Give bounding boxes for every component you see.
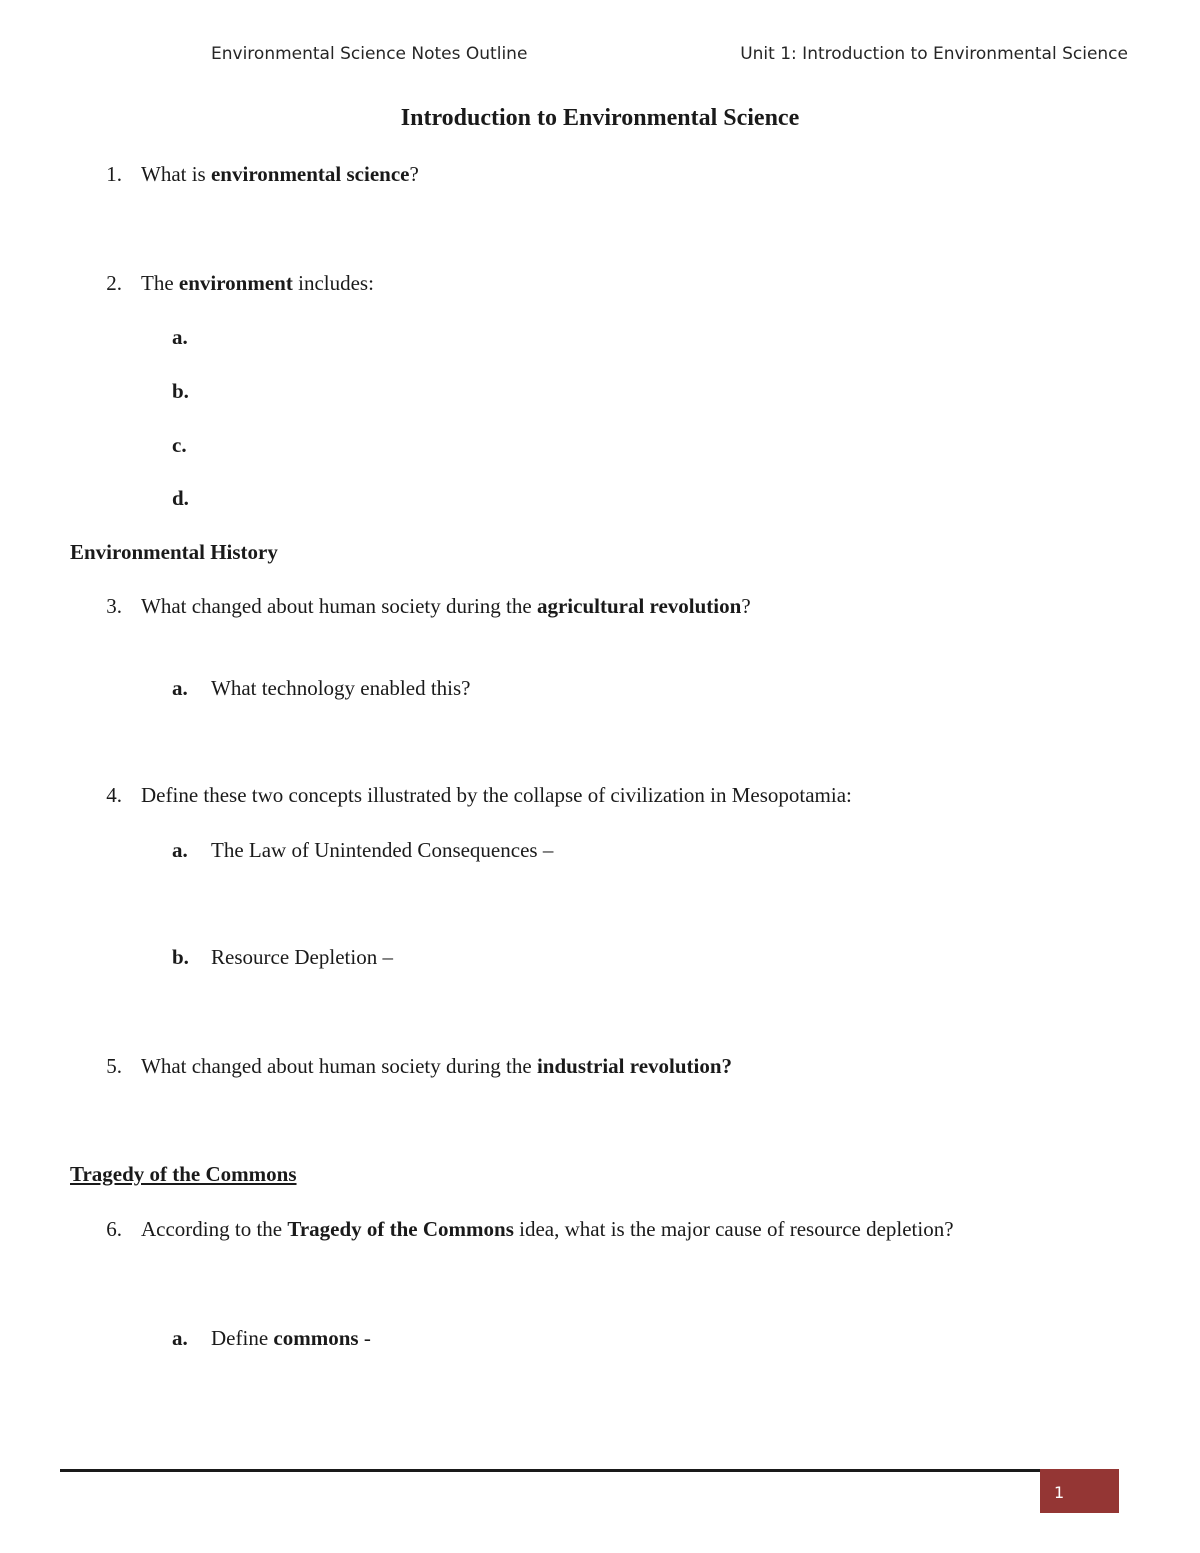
header-left: Environmental Science Notes Outline <box>211 44 528 64</box>
text-segment: ? <box>409 162 419 186</box>
item-label: a. <box>172 1326 188 1350</box>
bold-term: commons <box>273 1326 359 1350</box>
bold-term: agricultural revolution <box>536 594 742 618</box>
item-label: b. <box>172 379 189 403</box>
text-segment: idea, what is the major cause of resource depletion? <box>513 1217 954 1241</box>
bold-term: Tragedy of the Commons <box>287 1217 514 1241</box>
sub-question-text: What technology enabled this? <box>211 676 471 700</box>
item-label: d. <box>172 486 189 510</box>
section-heading-history: Environmental History <box>70 540 278 564</box>
bold-term: industrial revolution? <box>536 1054 733 1078</box>
question-number: 2. <box>106 271 122 295</box>
text-segment: The <box>141 271 179 295</box>
question-text <box>141 1216 954 1242</box>
text-segment: includes: <box>292 271 374 295</box>
item-label: a. <box>172 325 188 349</box>
section-heading-tragedy: Tragedy of the Commons <box>70 1162 297 1186</box>
question-number: 6. <box>106 1217 122 1241</box>
bold-term: environment <box>178 271 293 295</box>
text-segment: According to the <box>141 1217 288 1241</box>
question-number: 5. <box>106 1054 122 1078</box>
bold-term: environmental science <box>210 162 410 186</box>
question-text <box>141 161 419 187</box>
page-number: 1 <box>1054 1483 1065 1502</box>
sub-question-text: Resource Depletion – <box>211 945 393 969</box>
text-segment: What changed about human society during the <box>141 1054 537 1078</box>
question-number: 1. <box>106 162 122 186</box>
text-segment: Define <box>211 1326 274 1350</box>
text-segment: ? <box>741 594 751 618</box>
item-label: c. <box>172 433 187 457</box>
question-text <box>141 270 374 296</box>
header-right: Unit 1: Introduction to Environmental Science <box>740 44 1128 64</box>
question-text <box>141 1053 732 1079</box>
text-segment: What is <box>141 162 211 186</box>
item-label: b. <box>172 945 189 969</box>
question-number: 3. <box>106 594 122 618</box>
question-text: Define these two concepts illustrated by the collapse of civilization in Mesopotamia: <box>141 783 852 807</box>
question-number: 4. <box>106 783 122 807</box>
footer-rule <box>60 1469 1040 1472</box>
item-label: a. <box>172 838 188 862</box>
page-title: Introduction to Environmental Science <box>400 105 800 131</box>
question-text <box>141 593 751 619</box>
page-number-badge <box>1040 1469 1119 1513</box>
item-label: a. <box>172 676 188 700</box>
sub-question-text: The Law of Unintended Consequences – <box>211 838 554 862</box>
text-segment: - <box>358 1326 371 1350</box>
sub-question-text <box>211 1325 371 1351</box>
text-segment: What changed about human society during the <box>141 594 537 618</box>
